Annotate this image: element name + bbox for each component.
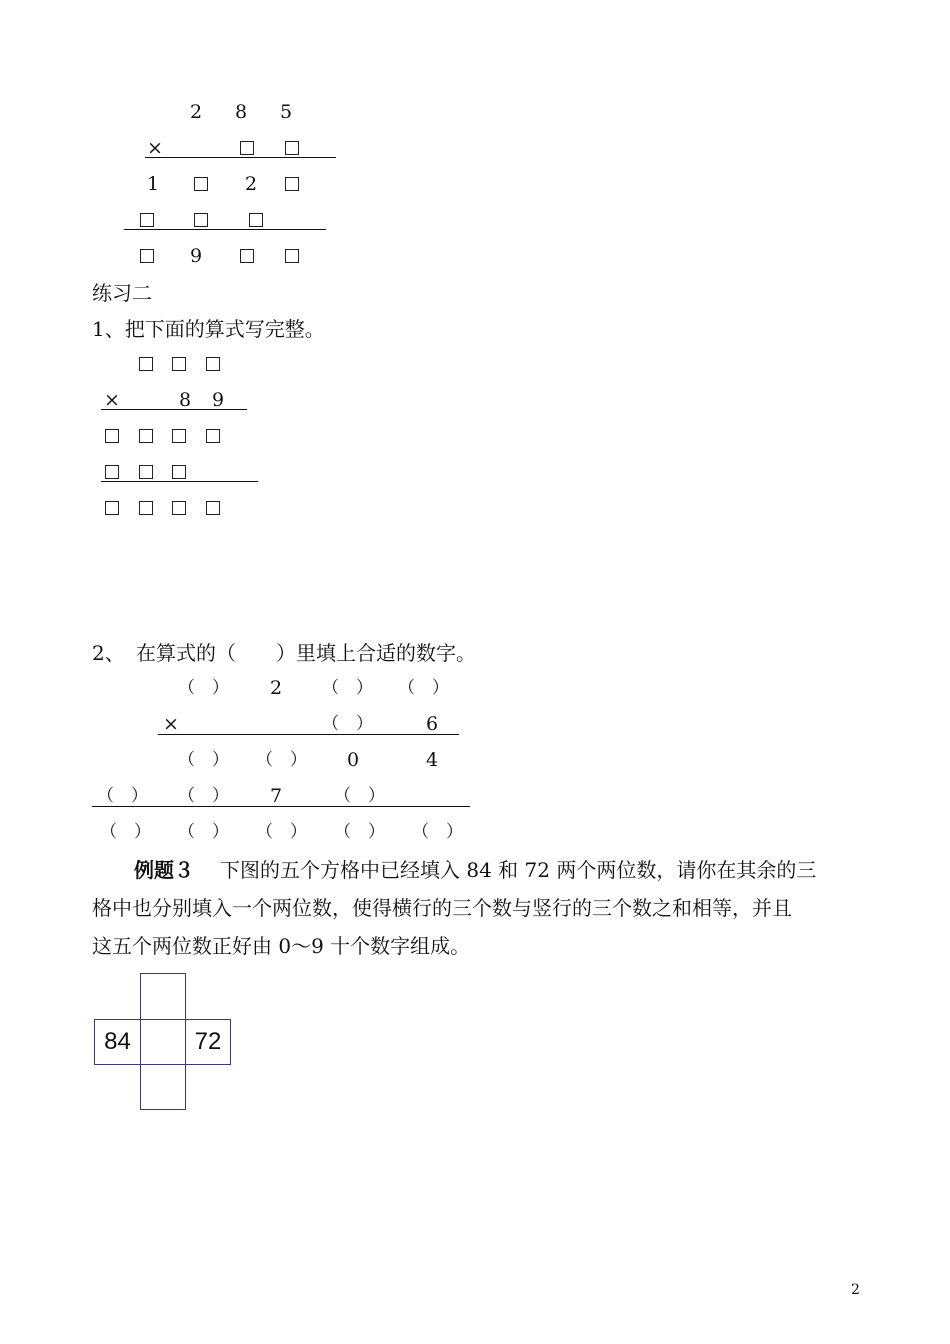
p1-blank-box[interactable] [194, 177, 208, 191]
p1-blank-box[interactable] [240, 141, 254, 155]
p1-digit-2: 2 [190, 101, 203, 123]
example-3-line-2: 格中也分别填入一个两位数，使得横行的三个数与竖行的三个数之和相等，并且 [92, 896, 792, 920]
example-3-label: 例题３ [134, 858, 194, 882]
q2-paren-blank[interactable]: （ ） [322, 678, 373, 698]
q2-digit-6: 6 [426, 713, 439, 735]
p1-digit-9: 9 [190, 245, 203, 267]
q2-paren-blank[interactable]: （ ） [398, 678, 449, 698]
q2-times-sign: × [163, 713, 179, 735]
q1-blank-box[interactable] [139, 501, 153, 515]
grid-cell-left: 84 [94, 1019, 141, 1065]
q2-digit-4: 4 [426, 749, 439, 771]
q1-blank-box[interactable] [172, 357, 186, 371]
q2-paren-blank[interactable]: （ ） [334, 822, 385, 842]
q1-blank-box[interactable] [105, 465, 119, 479]
q1-blank-box[interactable] [139, 429, 153, 443]
q2-paren-blank[interactable]: （ ） [412, 822, 463, 842]
q2-paren-blank[interactable]: （ ） [178, 786, 229, 806]
q1-blank-box[interactable] [206, 429, 220, 443]
grid-cell-right: 72 [185, 1019, 231, 1065]
q1-blank-box[interactable] [105, 501, 119, 515]
p1-digit-2b: 2 [245, 173, 258, 195]
q2-rule-1 [158, 734, 459, 735]
exercise-title: 练习二 [92, 281, 152, 305]
p1-blank-box[interactable] [194, 213, 208, 227]
q1-blank-box[interactable] [172, 429, 186, 443]
q2-paren-blank[interactable]: （ ） [178, 822, 229, 842]
q2-paren-blank[interactable]: （ ） [178, 750, 229, 770]
q1-blank-box[interactable] [139, 465, 153, 479]
q1-blank-box[interactable] [206, 357, 220, 371]
p1-blank-box[interactable] [285, 141, 299, 155]
q1-digit-9: 9 [212, 389, 225, 411]
q1-times-sign: × [104, 389, 120, 411]
q2-digit-7: 7 [270, 785, 283, 807]
p1-rule-2 [124, 229, 326, 230]
q1-blank-box[interactable] [105, 429, 119, 443]
q1-digit-8: 8 [179, 389, 192, 411]
p1-blank-box[interactable] [140, 213, 154, 227]
q2-paren-blank[interactable]: （ ） [97, 786, 148, 806]
grid-cell-bottom[interactable] [140, 1064, 186, 1110]
p1-digit-1: 1 [147, 173, 160, 195]
p1-blank-box[interactable] [140, 249, 154, 263]
p1-blank-box[interactable] [285, 249, 299, 263]
question-2-label: 2、 [92, 641, 125, 665]
p1-digit-8: 8 [235, 101, 248, 123]
q2-digit-2: 2 [270, 677, 283, 699]
q1-blank-box[interactable] [206, 501, 220, 515]
q2-paren-blank[interactable]: （ ） [178, 678, 229, 698]
q2-paren-blank[interactable]: （ ） [322, 714, 373, 734]
q1-blank-box[interactable] [172, 465, 186, 479]
q2-paren-blank[interactable]: （ ） [334, 786, 385, 806]
example-3-line-1: 下图的五个方格中已经填入 84 和 72 两个两位数，请你在其余的三 [220, 858, 817, 882]
p1-digit-5: 5 [280, 101, 293, 123]
q2-digit-0: 0 [347, 749, 360, 771]
p1-blank-box[interactable] [285, 177, 299, 191]
p1-blank-box[interactable] [240, 249, 254, 263]
q2-rule-2 [92, 806, 470, 807]
q1-rule-2 [101, 481, 258, 482]
q2-paren-blank[interactable]: （ ） [256, 822, 307, 842]
q1-rule-1 [101, 409, 247, 410]
q2-paren-blank[interactable]: （ ） [100, 822, 151, 842]
p1-rule-1 [145, 157, 336, 158]
example-3-line-3: 这五个两位数正好由 0～9 十个数字组成。 [92, 934, 471, 958]
p1-times-sign: × [147, 137, 163, 159]
p1-blank-box[interactable] [249, 213, 263, 227]
q1-blank-box[interactable] [139, 357, 153, 371]
page-number: 2 [851, 1282, 860, 1298]
question-2-text: 在算式的（ ）里填上合适的数字。 [136, 641, 476, 665]
question-1: 1、把下面的算式写完整。 [92, 317, 325, 341]
q2-paren-blank[interactable]: （ ） [256, 750, 307, 770]
q1-blank-box[interactable] [172, 501, 186, 515]
grid-cell-center[interactable] [140, 1019, 186, 1065]
grid-cell-top[interactable] [140, 973, 186, 1020]
